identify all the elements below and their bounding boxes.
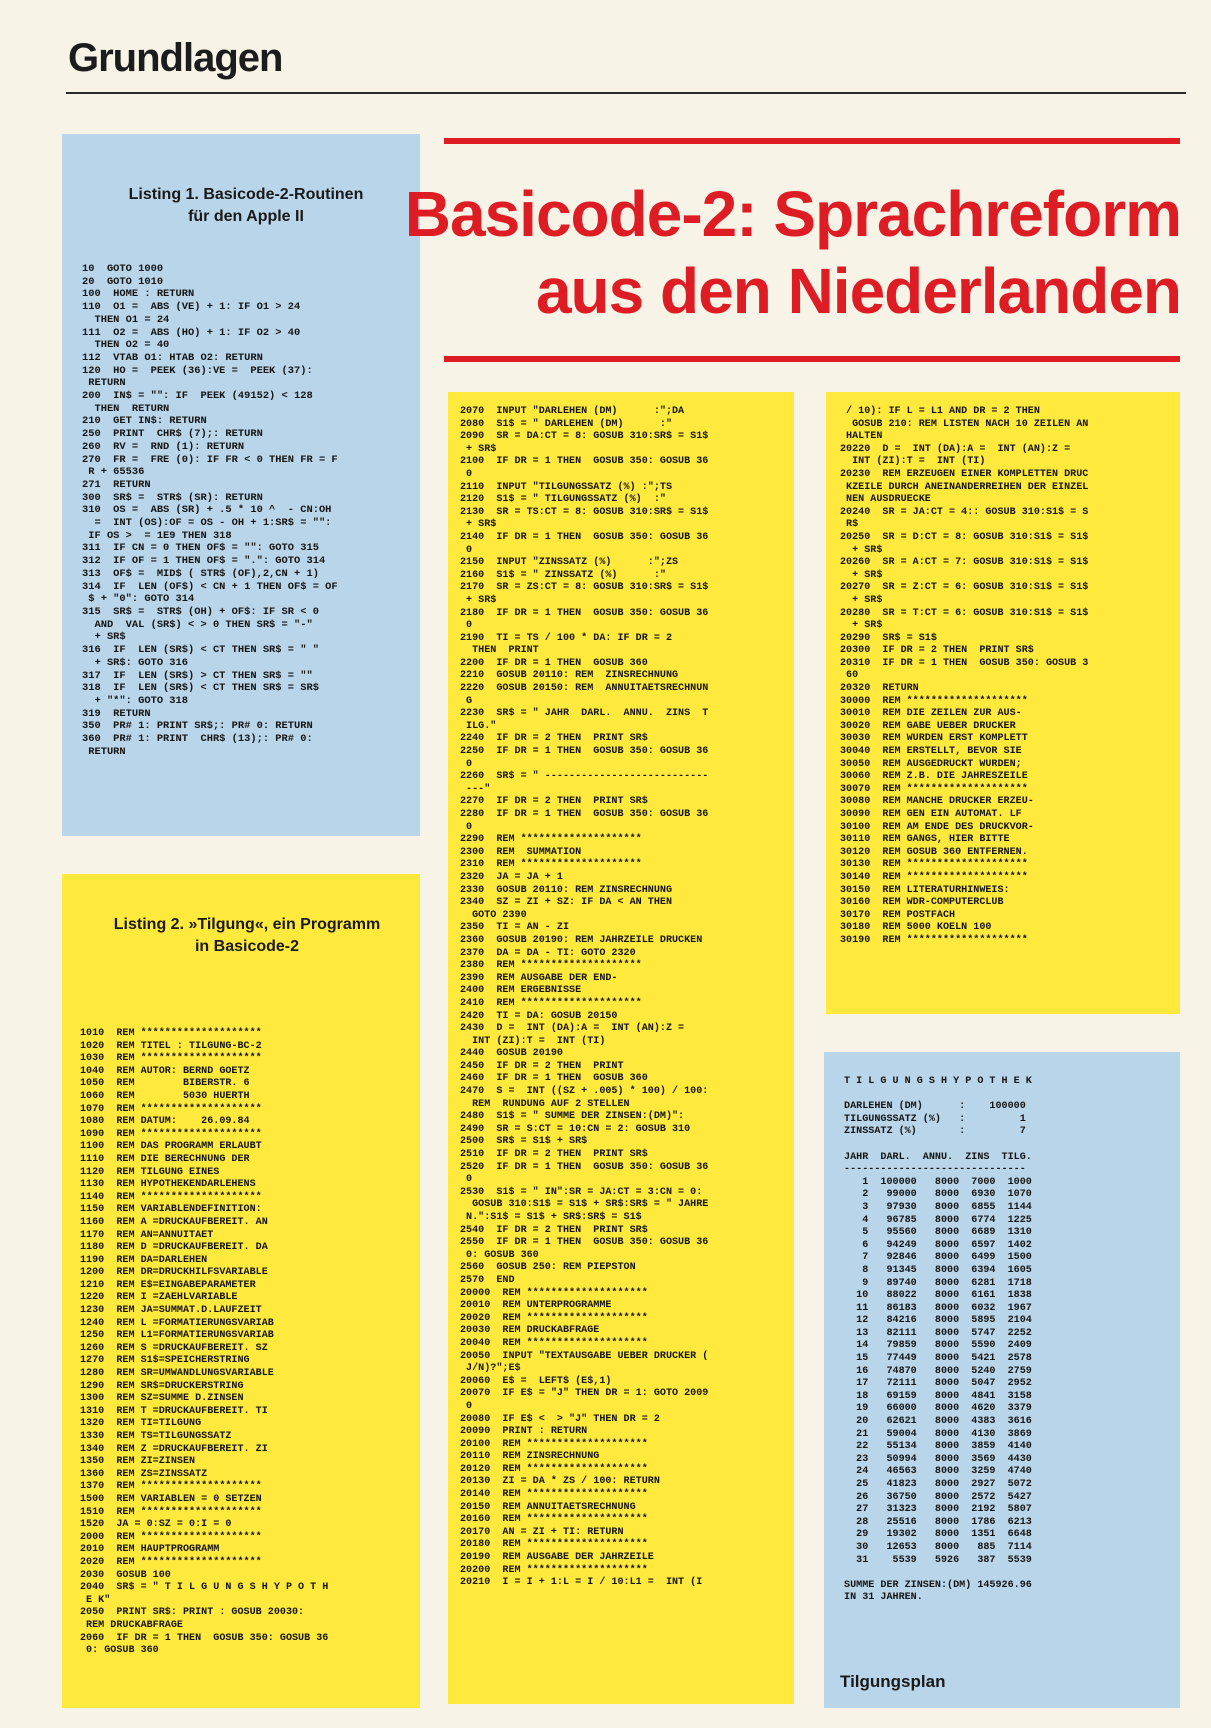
title-rule-bottom (444, 356, 1180, 362)
listing2-cont2-code: / 10): IF L = L1 AND DR = 2 THEN GOSUB 210: REM LISTEN NACH 10 ZEILEN AN HALTEN 20220 D = INT (DA):A = INT (AN):Z = INT (ZI):T = INT (TI) 20230 REM ERZEUGEN EINER KOMPLETTEN DRUC KZEILE DURCH ANEINANDERREIHEN DER EINZEL NEN AUSDRUECKE 20240 SR = JA:CT = 4:: GOSUB 310:S1$ = S R$ 20250 SR = D:CT = 8: GOSUB 310:S1$ = S1$ + SR$ 20260 SR = A:CT = 7: GOSUB 310:S1$ = S1$ + SR$ 20270 SR = Z:CT = 6: GOSUB 310:S1$ = S1$ + SR$ 20280 SR = T:CT = 6: GOSUB 310:S1$ = S1$ + SR$ 20290 SR$ = S1$ 20300 IF DR = 2 THEN PRINT SR$ 20310 IF DR = 1 THEN GOSUB 350: GOSUB 3 60 20320 RETURN 30000 REM ******************** 30010 REM DIE ZEILEN ZUR AUS- 30020 REM GABE UEBER DRUCKER 30030 REM WURDEN ERST KOMPLETT 30040 REM ERSTELLT, BEVOR SIE 30050 REM AUSGEDRUCKT WURDEN; 30060 REM Z.B. DIE JAHRESZEILE 30070 REM ******************** 30080 REM MANCHE DRUCKER ERZEU- 30090 REM GEN EIN AUTOMAT. LF 30100 REM AM ENDE DES DRUCKVOR- 30110 REM GANGS, HIER BITTE 30120 REM GOSUB 360 ENTFERNEN. 30130 REM ******************** 30140 REM ******************** 30150 REM LITERATURHINWEIS: 30160 REM WDR-COMPUTERCLUB 30170 REM POSTFACH 30180 REM 5000 KOELN 100 30190 REM ******************** (840, 406, 1089, 946)
section-heading: Grundlagen (68, 36, 283, 80)
title-rule-top (444, 138, 1180, 144)
listing1-code: 10 GOTO 1000 20 GOTO 1010 100 HOME : RETURN 110 O1 = ABS (VE) + 1: IF O1 > 24 THEN O1 = 24 111 O2 = ABS (HO) + 1: IF O2 > 40 THEN O2 = 40 112 VTAB O1: HTAB O2: RETURN 120 HO = PEEK (36):VE = PEEK (37): RETURN 200 IN$ = "": IF PEEK (49152) < 128 THEN RETURN 210 GET IN$: RETURN 250 PRINT CHR$ (7);: RETURN 260 RV = RND (1): RETURN 270 FR = FRE (0): IF FR < 0 THEN FR = F R + 65536 271 RETURN 300 SR$ = STR$ (SR): RETURN 310 OS = ABS (SR) + .5 * 10 ^ - CN:OH = INT (OS):OF = OS - OH + 1:SR$ = "": IF OS > = 1E9 THEN 318 311 IF CN = 0 THEN OF$ = "": GOTO 315 312 IF OF = 1 THEN OF$ = ".": GOTO 314 313 OF$ = MID$ ( STR$ (OF),2,CN + 1) 314 IF LEN (OF$) < CN + 1 THEN OF$ = OF $ + "0": GOTO 314 315 SR$ = STR$ (OH) + OF$: IF SR < 0 AND VAL (SR$) < > 0 THEN SR$ = "-" + SR$ 316 IF LEN (SR$) < CT THEN SR$ = " " + SR$: GOTO 316 317 IF LEN (SR$) > CT THEN SR$ = "" 318 IF LEN (SR$) < CT THEN SR$ = SR$ + "*": GOTO 318 319 RETURN 350 PR# 1: PRINT SR$;: PR# 0: RETURN 360 PR# 1: PRINT CHR$ (13);: PR# 0: RETURN (82, 263, 338, 758)
tilgungsplan-caption: Tilgungsplan (840, 1672, 946, 1691)
listing2-code: 1010 REM ******************** 1020 REM TITEL : TILGUNG-BC-2 1030 REM ******************** 1040 REM AUTOR: BERND GOETZ 1050 REM BIBERSTR. 6 1060 REM 5030 HUERTH 1070 REM ******************** 1080 REM DATUM: 26.09.84 1090 REM ******************** 1100 REM DAS PROGRAMM ERLAUBT 1110 REM DIE BERECHNUNG DER 1120 REM TILGUNG EINES 1130 REM HYPOTHEKENDARLEHENS 1140 REM ******************** 1150 REM VARIABLENDEFINITION: 1160 REM A =DRUCKAUFBEREIT. AN 1170 REM AN=ANNUITAET 1180 REM D =DRUCKAUFBEREIT. DA 1190 REM DA=DARLEHEN 1200 REM DR=DRUCKHILFSVARIABLE 1210 REM E$=EINGABEPARAMETER 1220 REM I =ZAEHLVARIABLE 1230 REM JA=SUMMAT.D.LAUFZEIT 1240 REM L =FORMATIERUNGSVARIAB 1250 REM L1=FORMATIERUNGSVARIAB 1260 REM S =DRUCKAUFBEREIT. SZ 1270 REM S1$=SPEICHERSTRING 1280 REM SR=UMWANDLUNGSVARIABLE 1290 REM SR$=DRUCKERSTRING 1300 REM SZ=SUMME D.ZINSEN 1310 REM T =DRUCKAUFBEREIT. TI 1320 REM TI=TILGUNG 1330 REM TS=TILGUNGSSATZ 1340 REM Z =DRUCKAUFBEREIT. ZI 1350 REM ZI=ZINSEN 1360 REM ZS=ZINSSATZ 1370 REM ******************** 1500 REM VARIABLEN = 0 SETZEN 1510 REM ******************** 1520 JA = 0:SZ = 0:I = 0 2000 REM ******************** 2010 REM HAUPTPROGRAMM 2020 REM ******************** 2030 GOSUB 100 2040 SR$ = " T I L G U N G S H Y P O T H E K" 2050 PRINT SR$: PRINT : GOSUB 20030: REM DRUCKABFRAGE 2060 IF DR = 1 THEN GOSUB 350: GOSUB 36 0: GOSUB 360 (80, 1028, 329, 1657)
listing2-caption: Listing 2. »Tilgung«, ein Programm in Basicode-2 (113, 916, 381, 955)
listing1-box (62, 134, 420, 836)
listing2-cont1-box (448, 392, 794, 1704)
header-rule (66, 92, 1186, 94)
listing1-caption: Listing 1. Basicode-2-Routinen für den Apple II (128, 186, 364, 225)
listing2-box (62, 874, 420, 1708)
listing2-cont1-code: 2070 INPUT "DARLEHEN (DM) :";DA 2080 S1$ = " DARLEHEN (DM) :" 2090 SR = DA:CT = 8: GOSUB 310:SR$ = S1$ + SR$ 2100 IF DR = 1 THEN GOSUB 350: GOSUB 36 0 2110 INPUT "TILGUNGSSATZ (%) :";TS 2120 S1$ = " TILGUNGSSATZ (%) :" 2130 SR = TS:CT = 8: GOSUB 310:SR$ = S1$ + SR$ 2140 IF DR = 1 THEN GOSUB 350: GOSUB 36 0 2150 INPUT "ZINSSATZ (%) :";ZS 2160 S1$ = " ZINSSATZ (%) :" 2170 SR = ZS:CT = 8: GOSUB 310:SR$ = S1$ + SR$ 2180 IF DR = 1 THEN GOSUB 350: GOSUB 36 0 2190 TI = TS / 100 * DA: IF DR = 2 THEN PRINT 2200 IF DR = 1 THEN GOSUB 360 2210 GOSUB 20110: REM ZINSRECHNUNG 2220 GOSUB 20150: REM ANNUITAETSRECHNUN G 2230 SR$ = " JAHR DARL. ANNU. ZINS T ILG." 2240 IF DR = 2 THEN PRINT SR$ 2250 IF DR = 1 THEN GOSUB 350: GOSUB 36 0 2260 SR$ = " --------------------------- ---" 2270 IF DR = 2 THEN PRINT SR$ 2280 IF DR = 1 THEN GOSUB 350: GOSUB 36 0 2290 REM ******************** 2300 REM SUMMATION 2310 REM ******************** 2320 JA = JA + 1 2330 GOSUB 20110: REM ZINSRECHNUNG 2340 SZ = ZI + SZ: IF DA < AN THEN GOTO 2390 2350 TI = AN - ZI 2360 GOSUB 20190: REM JAHRZEILE DRUCKEN 2370 DA = DA - TI: GOTO 2320 2380 REM ******************** 2390 REM AUSGABE DER END- 2400 REM ERGEBNISSE 2410 REM ******************** 2420 TI = DA: GOSUB 20150 2430 D = INT (DA):A = INT (AN):Z = INT (ZI):T = INT (TI) 2440 GOSUB 20190 2450 IF DR = 2 THEN PRINT 2460 IF DR = 1 THEN GOSUB 360 2470 S = INT ((SZ + .005) * 100) / 100: REM RUNDUNG AUF 2 STELLEN 2480 S1$ = " SUMME DER ZINSEN:(DM)": 2490 SR = S:CT = 10:CN = 2: GOSUB 310 2500 SR$ = S1$ + SR$ 2510 IF DR = 2 THEN PRINT SR$ 2520 IF DR = 1 THEN GOSUB 350: GOSUB 36 0 2530 S1$ = " IN":SR = JA:CT = 3:CN = 0: GOSUB 310:S1$ = S1$ + SR$:SR$ = " JAHRE N.":S1$ = S1$ + SR$:SR$ = S1$ 2540 IF DR = 2 THEN PRINT SR$ 2550 IF DR = 1 THEN GOSUB 350: GOSUB 36 0: GOSUB 360 2560 GOSUB 250: REM PIEPSTON 2570 END 20000 REM ******************** 20010 REM UNTERPROGRAMME 20020 REM ******************** 20030 REM DRUCKABFRAGE 20040 REM ******************** 20050 INPUT "TEXTAUSGABE UEBER DRUCKER ( J/N)?";E$ 20060 E$ = LEFT$ (E$,1) 20070 IF E$ = "J" THEN DR = 1: GOTO 2009 0 20080 IF E$ < > "J" THEN DR = 2 20090 PRINT : RETURN 20100 REM ******************** 20110 REM ZINSRECHNUNG 20120 REM ******************** 20130 ZI = DA * ZS / 100: RETURN 20140 REM ******************** 20150 REM ANNUITAETSRECHNUNG 20160 REM ******************** 20170 AN = ZI + TI: RETURN 20180 REM ******************** 20190 REM AUSGABE DER JAHRZEILE 20200 REM ******************** 20210 I = I + 1:L = I / 10:L1 = INT (I (460, 406, 709, 1589)
listing2-cont2-box (826, 392, 1180, 1014)
tilgungsplan-box (824, 1052, 1180, 1708)
article-title-line2: aus den Niederlanden (535, 255, 1181, 327)
article-title-line1: Basicode-2: Sprachreform (404, 178, 1181, 250)
tilgungsplan-table: T I L G U N G S H Y P O T H E K DARLEHEN (DM) : 100000 TILGUNGSSATZ (%) : 1 ZINSSATZ (%) : 7 JAHR DARL. ANNU. ZINS TILG. ------------------------------ 1 100000 8000 7000 1000 2 99000 8000 6930 1070 3 97930 8000 6855 1144 4 96785 8000 6774 1225 5 95560 8000 6689 1310 6 94249 8000 6597 1402 7 92846 8000 6499 1500 8 91345 8000 6394 1605 9 89740 8000 6281 1718 10 88022 8000 6161 1838 11 86183 8000 6032 1967 12 84216 8000 5895 2104 13 82111 8000 5747 2252 14 79859 8000 5590 2409 15 77449 8000 5421 2578 16 74870 8000 5240 2759 17 72111 8000 5047 2952 18 69159 8000 4841 3158 19 66000 8000 4620 3379 20 62621 8000 4383 3616 21 59004 8000 4130 3869 22 55134 8000 3859 4140 23 50994 8000 3569 4430 24 46563 8000 3259 4740 25 41823 8000 2927 5072 26 36750 8000 2572 5427 27 31323 8000 2192 5807 28 25516 8000 1786 6213 29 19302 8000 1351 6648 30 12653 8000 885 7114 31 5539 5926 387 5539 SUMME DER ZINSEN:(DM) 145926.96 IN 31 JAHREN. (844, 1076, 1032, 1604)
